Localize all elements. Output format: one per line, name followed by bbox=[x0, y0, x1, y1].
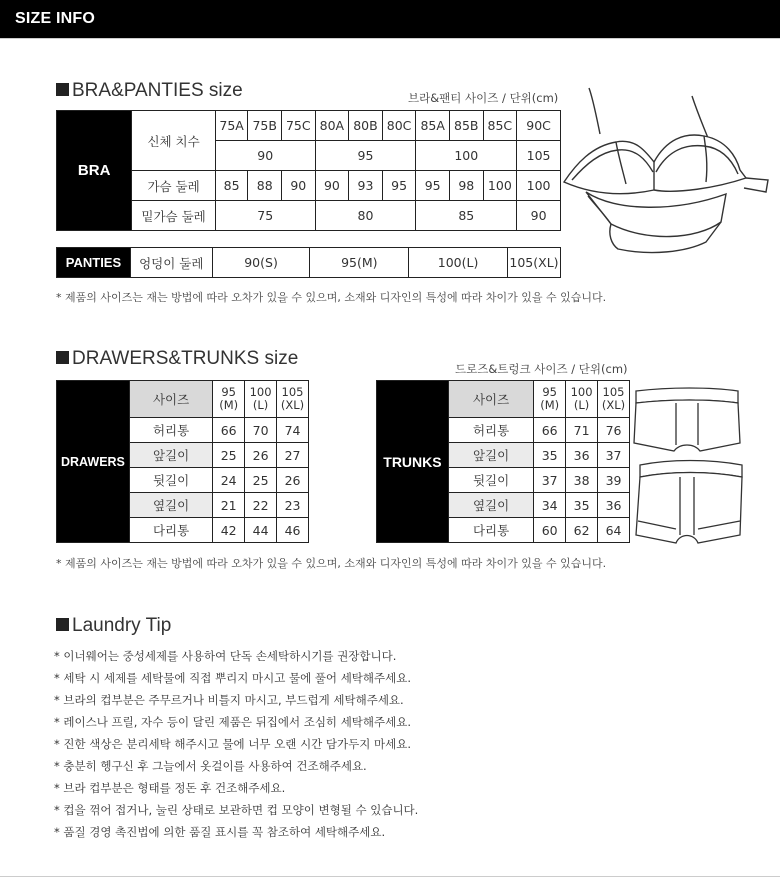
cell-value: 23 bbox=[277, 493, 309, 518]
cell-value: 34 bbox=[534, 493, 566, 518]
cup-size: 85B bbox=[449, 111, 483, 141]
cell-value: 38 bbox=[566, 468, 598, 493]
laundry-section-title: Laundry Tip bbox=[56, 615, 171, 637]
hip-value: 100(L) bbox=[409, 248, 508, 278]
chest-value: 98 bbox=[449, 171, 483, 201]
cell-value: 37 bbox=[598, 443, 630, 468]
size-column-l: 100 (L) bbox=[566, 381, 598, 418]
chest-value: 93 bbox=[349, 171, 383, 201]
cell-value: 71 bbox=[566, 418, 598, 443]
cell-value: 27 bbox=[277, 443, 309, 468]
cell-value: 46 bbox=[277, 518, 309, 543]
header-bar bbox=[0, 0, 780, 38]
chest-value: 88 bbox=[248, 171, 282, 201]
trunks-size-table bbox=[376, 380, 630, 543]
panties-size-table bbox=[56, 247, 561, 278]
cup-size: 75B bbox=[248, 111, 282, 141]
cell-value: 36 bbox=[598, 493, 630, 518]
band-size: 100 bbox=[416, 141, 517, 171]
hip-value: 90(S) bbox=[212, 248, 310, 278]
list-item: * 브라의 컵부분은 주무르거나 비틀지 마시고, 부드럽게 세탁해주세요. bbox=[54, 693, 404, 707]
cup-size: 80C bbox=[382, 111, 416, 141]
size-column-m: 95 (M) bbox=[213, 381, 245, 418]
cell-value: 74 bbox=[277, 418, 309, 443]
row-label: 앞길이 bbox=[129, 443, 212, 468]
drawers-label: DRAWERS bbox=[57, 381, 130, 543]
cup-size: 80B bbox=[349, 111, 383, 141]
chest-value: 100 bbox=[483, 171, 517, 201]
size-column-m: 95 (M) bbox=[534, 381, 566, 418]
row-label: 다리통 bbox=[448, 518, 533, 543]
bra-section-title: BRA&PANTIES size bbox=[56, 80, 243, 102]
cell-value: 66 bbox=[213, 418, 245, 443]
list-item: * 진한 색상은 분리세탁 해주시고 물에 너무 오랜 시간 담가두지 마세요. bbox=[54, 737, 412, 751]
cell-value: 37 bbox=[534, 468, 566, 493]
cell-value: 76 bbox=[598, 418, 630, 443]
underbust-value: 90 bbox=[517, 201, 561, 231]
cup-size: 75C bbox=[282, 111, 316, 141]
cell-value: 26 bbox=[277, 468, 309, 493]
underbust-value: 85 bbox=[416, 201, 517, 231]
underbust-label: 밑가슴 둘레 bbox=[132, 201, 215, 231]
footer-divider bbox=[0, 876, 780, 877]
drawers-trunks-illustration bbox=[630, 385, 745, 550]
chest-value: 90 bbox=[282, 171, 316, 201]
panties-label: PANTIES bbox=[57, 248, 131, 278]
list-item: * 컵을 꺾어 접거나, 눌린 상태로 보관하면 컵 모양이 변형될 수 있습니다. bbox=[54, 803, 419, 817]
cup-size: 80A bbox=[315, 111, 349, 141]
row-label: 허리통 bbox=[129, 418, 212, 443]
cell-value: 44 bbox=[245, 518, 277, 543]
bra-unit-note: 브라&팬티 사이즈 / 단위(cm) bbox=[408, 91, 559, 105]
chest-value: 100 bbox=[517, 171, 561, 201]
cell-value: 62 bbox=[566, 518, 598, 543]
size-header: 사이즈 bbox=[129, 381, 212, 418]
hip-value: 95(M) bbox=[310, 248, 409, 278]
list-item: * 세탁 시 세제를 세탁물에 직접 뿌리지 마시고 물에 풀어 세탁해주세요. bbox=[54, 671, 412, 685]
square-bullet-icon bbox=[56, 351, 69, 364]
cell-value: 22 bbox=[245, 493, 277, 518]
list-item: * 이너웨어는 중성세제를 사용하여 단독 손세탁하시기를 권장합니다. bbox=[54, 649, 397, 663]
drawers-size-note: * 제품의 사이즈는 재는 방법에 따라 오차가 있을 수 있으며, 소재와 디자인의 특성에 따라 차이가 있을 수 있습니다. bbox=[56, 557, 607, 570]
row-label: 옆길이 bbox=[448, 493, 533, 518]
cup-size: 90C bbox=[517, 111, 561, 141]
cell-value: 24 bbox=[213, 468, 245, 493]
size-header: 사이즈 bbox=[448, 381, 533, 418]
body-size-label: 신체 치수 bbox=[132, 111, 215, 171]
bra-panties-illustration bbox=[556, 84, 774, 264]
trunks-label: TRUNKS bbox=[377, 381, 449, 543]
row-label: 다리통 bbox=[129, 518, 212, 543]
bra-size-table bbox=[56, 110, 561, 231]
band-size: 90 bbox=[215, 141, 315, 171]
underbust-value: 80 bbox=[315, 201, 416, 231]
hip-label: 엉덩이 둘레 bbox=[130, 248, 212, 278]
cup-size: 85A bbox=[416, 111, 450, 141]
row-label: 뒷길이 bbox=[448, 468, 533, 493]
row-label: 앞길이 bbox=[448, 443, 533, 468]
list-item: * 품질 경영 촉진법에 의한 품질 표시를 꼭 참조하여 세탁해주세요. bbox=[54, 825, 386, 839]
underbust-value: 75 bbox=[215, 201, 315, 231]
row-label: 뒷길이 bbox=[129, 468, 212, 493]
size-column-xl: 105 (XL) bbox=[598, 381, 630, 418]
cell-value: 35 bbox=[534, 443, 566, 468]
cell-value: 35 bbox=[566, 493, 598, 518]
list-item: * 충분히 헹구신 후 그늘에서 옷걸이를 사용하여 건조해주세요. bbox=[54, 759, 367, 773]
cell-value: 42 bbox=[213, 518, 245, 543]
laundry-tips-list bbox=[54, 645, 418, 843]
bra-size-note: * 제품의 사이즈는 재는 방법에 따라 오차가 있을 수 있으며, 소재와 디자인의 특성에 따라 차이가 있을 수 있습니다. bbox=[56, 291, 607, 304]
size-column-l: 100 (L) bbox=[245, 381, 277, 418]
chest-value: 85 bbox=[215, 171, 248, 201]
cell-value: 26 bbox=[245, 443, 277, 468]
bra-label: BRA bbox=[57, 111, 132, 231]
cell-value: 39 bbox=[598, 468, 630, 493]
size-column-xl: 105 (XL) bbox=[277, 381, 309, 418]
cell-value: 70 bbox=[245, 418, 277, 443]
cell-value: 66 bbox=[534, 418, 566, 443]
header-divider bbox=[0, 38, 780, 39]
chest-label: 가슴 둘레 bbox=[132, 171, 215, 201]
drawers-section-title: DRAWERS&TRUNKS size bbox=[56, 348, 298, 370]
cell-value: 25 bbox=[245, 468, 277, 493]
chest-value: 95 bbox=[416, 171, 450, 201]
band-size: 95 bbox=[315, 141, 416, 171]
cell-value: 64 bbox=[598, 518, 630, 543]
square-bullet-icon bbox=[56, 83, 69, 96]
list-item: * 레이스나 프릴, 자수 등이 달린 제품은 뒤집에서 조심히 세탁해주세요. bbox=[54, 715, 412, 729]
cell-value: 25 bbox=[213, 443, 245, 468]
row-label: 옆길이 bbox=[129, 493, 212, 518]
chest-value: 95 bbox=[382, 171, 416, 201]
band-size: 105 bbox=[517, 141, 561, 171]
cell-value: 21 bbox=[213, 493, 245, 518]
list-item: * 브라 컵부분은 형태를 정돈 후 건조해주세요. bbox=[54, 781, 286, 795]
cup-size: 75A bbox=[215, 111, 248, 141]
chest-value: 90 bbox=[315, 171, 349, 201]
page-title: SIZE INFO bbox=[15, 10, 96, 27]
cup-size: 85C bbox=[483, 111, 517, 141]
drawers-unit-note: 드로즈&트렁크 사이즈 / 단위(cm) bbox=[455, 362, 628, 376]
cell-value: 36 bbox=[566, 443, 598, 468]
cell-value: 60 bbox=[534, 518, 566, 543]
row-label: 허리통 bbox=[448, 418, 533, 443]
square-bullet-icon bbox=[56, 618, 69, 631]
hip-value: 105(XL) bbox=[507, 248, 560, 278]
drawers-size-table bbox=[56, 380, 309, 543]
